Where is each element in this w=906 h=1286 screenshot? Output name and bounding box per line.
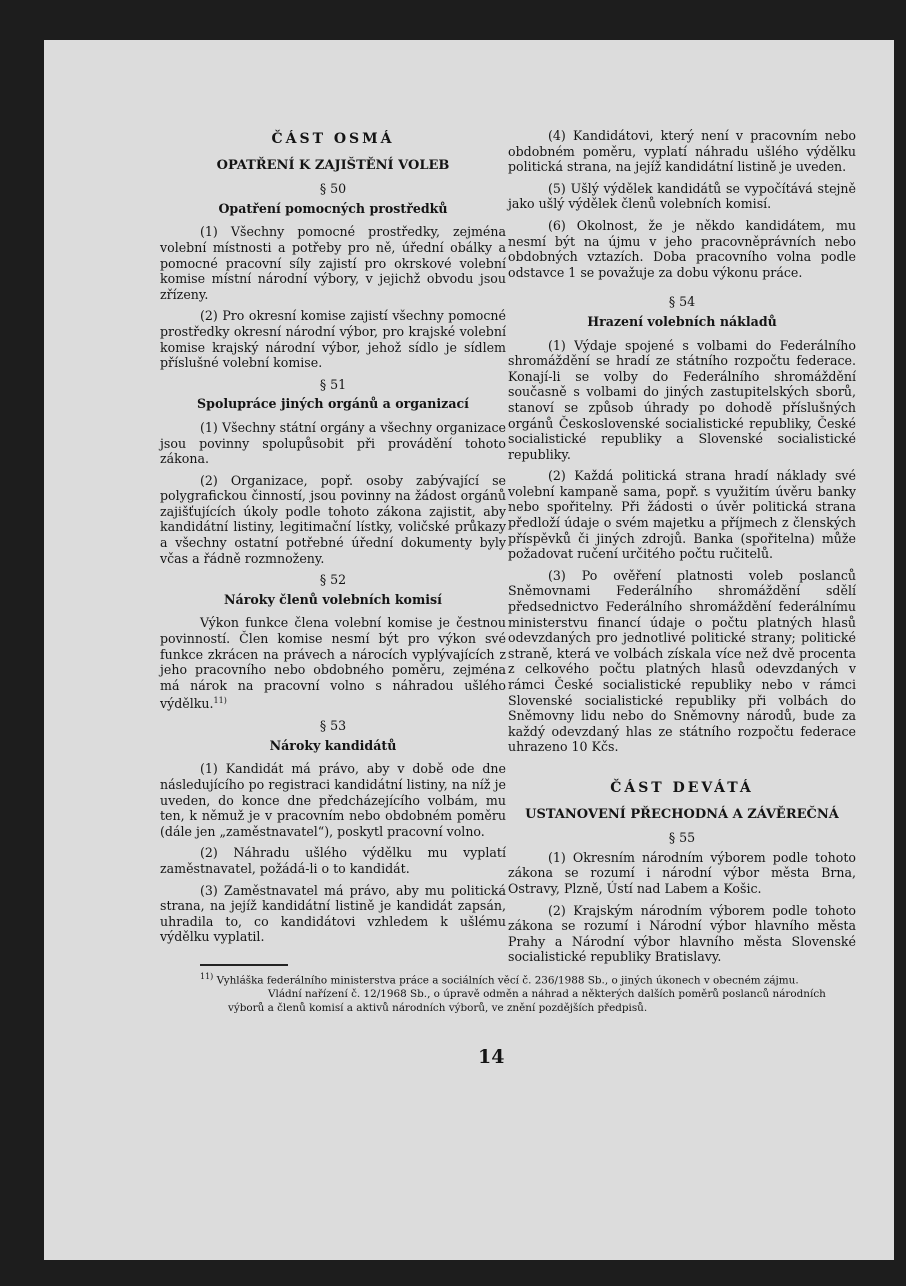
paragraph: (2) Organizace, popř. osoby zabývající se polygrafickou činností, jsou povinny na žádost orgánů zajišťujících úkoly podle tohoto zákona zajistit, aby kandidátní listiny, legitimační lístky, voličské průkazy a všechny ostatní potřebné úřední dokumenty byly včas a řádně rozmnoženy. [160,472,506,566]
paragraph: (2) Krajským národním výborem podle tohoto zákona se rozumí i Národní výbor hlavního města Prahy a Národní výbor hlavního města Slovenské socialistické republiky Bratislavy. [508,902,856,965]
paragraph-text: Výkon funkce člena volební komise je čestnou povinností. Člen komise nesmí být pro výkon své funkce zkrácen na právech a nárocích vyplývajících z jeho pracovního nebo obdobného poměru, zejména má nárok na pracovní volno s náhradou ušlého výdělku. [160,615,506,712]
paragraph: (4) Kandidátovi, který není v pracovním nebo obdobném poměru, vyplatí náhradu ušlého výdělku politická strana, na jejíž kandidátní listině je uveden. [508,128,856,175]
paragraph [160,615,506,712]
paragraph: (2) Náhradu ušlého výdělku mu vyplatí zaměstnavatel, požádá-li o to kandidát. [160,845,506,876]
paragraph: (1) Všechny pomocné prostředky, zejména volební místnosti a potřeby pro ně, úřední obálky a pomocné pracovní síly zajistí pro okrskové volební komise místní národní výbory, v jejichž obvodu jsou zřízeny. [160,224,506,302]
part-subtitle: OPATŘENÍ K ZAJIŠTĚNÍ VOLEB [216,157,450,173]
section-title: Hrazení volebních nákladů [587,313,777,329]
footnote-text: Vyhláška federálního ministerstva práce a sociálních věcí č. 236/1988 Sb., o jiných úkonech v obecném zájmu. [216,974,799,987]
section-number: § 52 [319,572,347,588]
section-number: § 55 [668,830,696,846]
section-number: § 54 [668,294,696,310]
footnote-line [200,970,855,987]
footnote-reference: 11) [213,696,227,706]
page-number: 14 [478,1046,505,1068]
paragraph: (1) Kandidát má právo, aby v době ode dne následujícího po registraci kandidátní listiny, na níž je uveden, do konce dne předcházejícího volbám, mu ten, k němuž je v pracovním nebo obdobném poměru (dále jen „zaměstnavatel“), poskytl pracovní volno. [160,761,506,839]
left-column [160,132,506,951]
section-title: Spolupráce jiných orgánů a organizací [197,396,469,412]
paragraph: (2) Každá politická strana hradí náklady své volební kampaně sama, popř. s využitím úvěru banky nebo spořitelny. Při žádosti o úvěr politická strana předloží údaje o svém majetku a příjmech z členských příspěvků či jiných zdrojů. Banka (spořitelna) může požadovat ručení určitého počtu ručitelů. [508,468,856,562]
paragraph: (5) Ušlý výdělek kandidátů se vypočítává stejně jako ušlý výdělek členů volebních komisí. [508,180,856,212]
footnotes [200,970,855,1015]
footnote-divider [200,964,288,966]
right-column [508,128,856,971]
part-title: ČÁST DEVÁTÁ [610,779,754,796]
section-title: Nároky kandidátů [269,737,397,753]
section-title: Nároky členů volebních komisí [224,591,442,607]
paragraph: (3) Zaměstnavatel má právo, aby mu politická strana, na jejíž kandidátní listině je kandidát zapsán, uhradila to, co kandidátovi vzhledem k ušlému výdělku vyplatil. [160,882,506,945]
section-number: § 50 [319,181,347,197]
paragraph: (1) Výdaje spojené s volbami do Federálního shromáždění se hradí ze státního rozpočtu federace. Konají-li se volby do Federálního shromáždění současně s volbami do jiných zastupitelských sborů, stanoví se způsob úhrady po dohodě příslušných orgánů Československé socialistické republiky, České socialistické republiky a Slovenské socialistické republiky. [508,337,856,462]
footnote-text: Vládní nařízení č. 12/1968 Sb., o úpravě odměn a náhrad a některých dalších poměrů poslanců národních výborů a členů komisí a aktivů národních výborů, ve znění pozdějších předpisů. [228,988,826,1015]
paragraph: (3) Po ověření platnosti voleb poslanců Sněmovnami Federálního shromáždění sdělí předsednictvo Federálního shromáždění federálnímu ministerstvu financí údaje o počtu platných hlasů odevzdaných pro jednotlivé politické strany; politické straně, která ve volbách získala více než dvě procenta z celkového počtu platných hlasů odevzdaných v rámci České socialistické republiky nebo v rámci Slovenské socialistické republiky při volbách do Sněmovny lidu nebo do Sněmovny národů, bude za každý odevzdaný hlas ze státního rozpočtu federace uhrazeno 10 Kčs. [508,567,856,755]
section-number: § 53 [319,718,347,734]
paragraph: (1) Okresním národním výborem podle tohoto zákona se rozumí i národní výbor města Brna, Ostravy, Plzně, Ústí nad Labem a Košic. [508,849,856,896]
paragraph: (6) Okolnost, že je někdo kandidátem, mu nesmí být na újmu v jeho pracovněprávních nebo obdobných vztazích. Doba pracovního volna podle odstavce 1 se považuje za dobu výkonu práce. [508,217,856,280]
part-subtitle: USTANOVENÍ PŘECHODNÁ A ZÁVĚREČNÁ [525,806,839,822]
footnote-marker: 11) [200,972,214,981]
part-title: ČÁST OSMÁ [271,131,395,147]
section-number: § 51 [319,376,347,392]
paragraph: (2) Pro okresní komise zajistí všechny pomocné prostředky okresní národní výbor, pro krajské volební komise krajský národní výbor, jehož sídlo je sídlem příslušné volební komise. [160,308,506,371]
paragraph: (1) Všechny státní orgány a všechny organizace jsou povinny spolupůsobit při provádění tohoto zákona. [160,419,506,467]
section-title: Opatření pomocných prostředků [218,200,448,216]
